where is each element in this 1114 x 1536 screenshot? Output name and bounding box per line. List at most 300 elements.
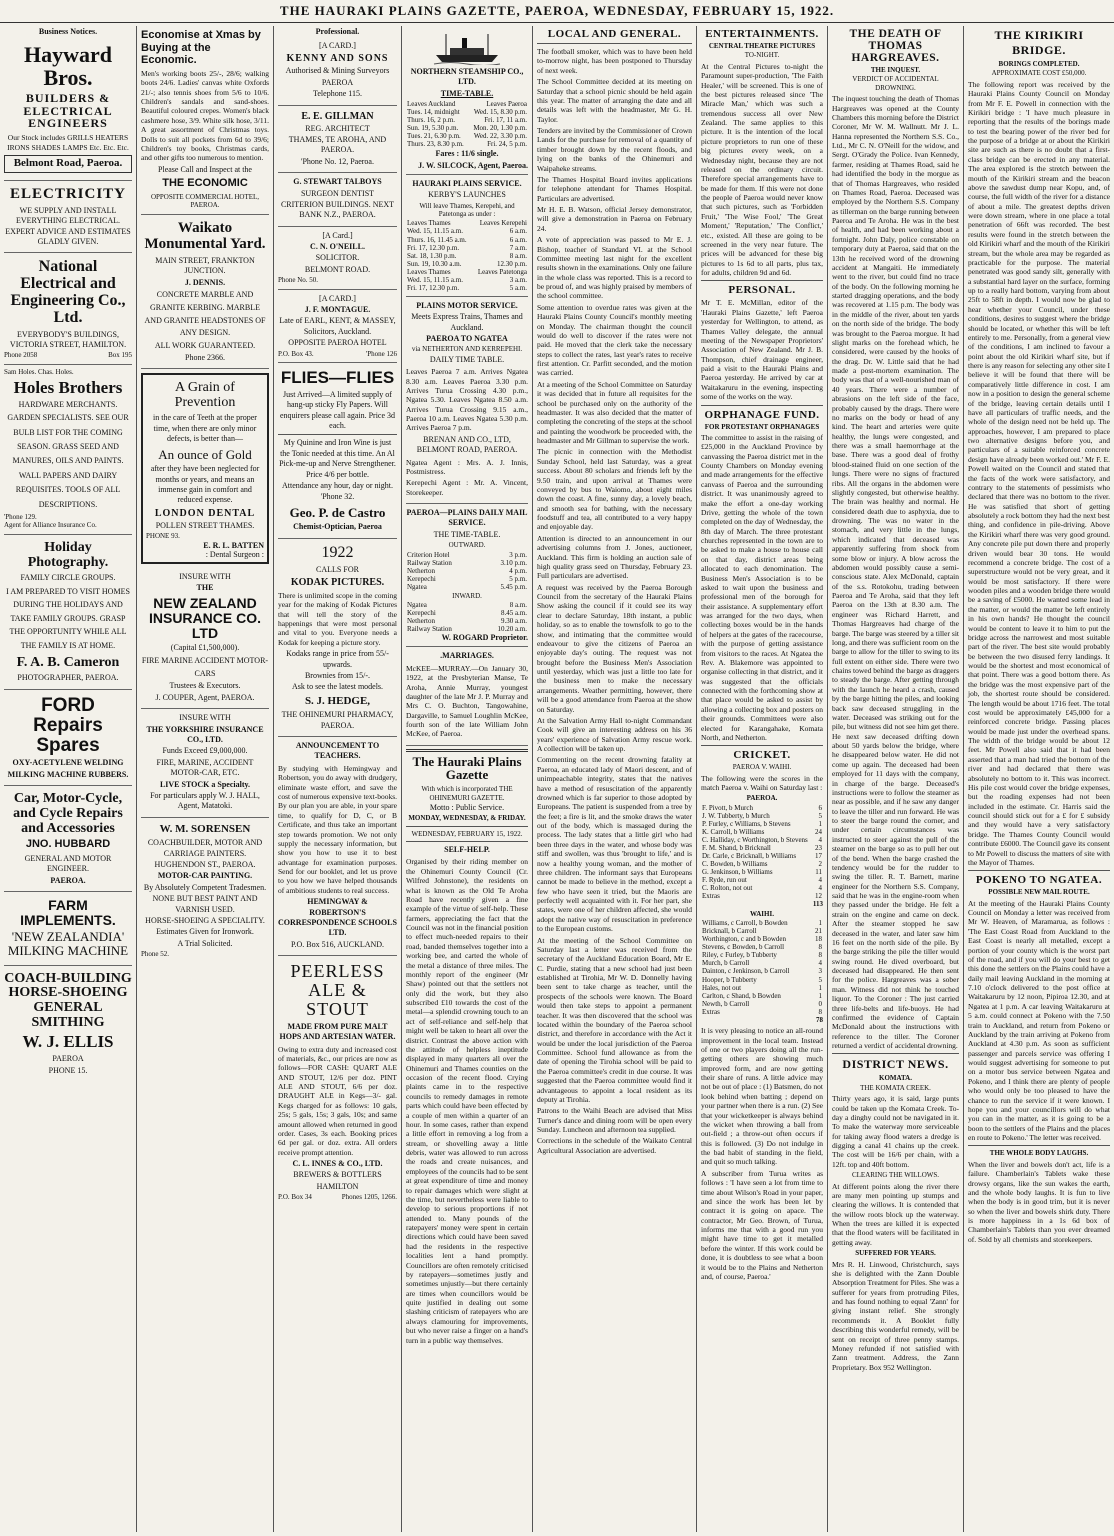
table-row xyxy=(406,236,528,244)
ad-cycle-repairs xyxy=(4,786,132,892)
ngatea-via: via NETHERTON AND KERREPEHI. xyxy=(411,345,523,354)
ngatea-agent: Ngatea Agent : Mrs. A. J. Innis, Postmistress. xyxy=(406,457,528,476)
piles-body: Mrs R. H. Linwood, Christchurch, says she is delighted with the Zann Double Absorption Treatment for Piles. She was a sufferer for years from protruding Piles, and has found nothing to equal 'Zann' for giving instant relief. She strongly recommends it. A Booklet fully describing this wonderful remedy, will be sent on receipt of three penny stamps. Money refunded if not satisfied with Zann treatment. Address, the Zann Proprietary. Box 952 Wellington. xyxy=(832,1259,959,1372)
peerless-sub: MADE FROM PURE MALT HOPS AND ARTESIAN WATER. xyxy=(279,1021,396,1042)
cell: 3 p.m. xyxy=(509,550,527,559)
batsman: G. Jenkinson, b Williams xyxy=(702,868,773,877)
hedge-trade: THE OHINEMURI PHARMACY, PAEROA. xyxy=(281,710,394,730)
ad-economic xyxy=(141,26,269,215)
cricket-sub: PAEROA V. WAIHI. xyxy=(732,763,792,772)
yorkshire-stock: LIVE STOCK a Specialty. xyxy=(159,779,251,789)
mail-prop: W. ROGARD Proprietor. xyxy=(441,633,528,643)
cell: 5.45 p.m. xyxy=(500,582,527,591)
motor-body: Meets Express Trains, Thames and Auckland. xyxy=(411,312,523,332)
score-row xyxy=(701,992,823,1000)
batsman: F. Ryde, run out xyxy=(702,876,747,885)
yorkshire-name: THE YORKSHIRE INSURANCE CO., LTD. xyxy=(146,724,264,744)
ngatea-daily: DAILY TIME TABLE. xyxy=(429,354,505,364)
column-kirikiri xyxy=(964,26,1114,1532)
paeroa-team: PAEROA. xyxy=(746,794,778,803)
cell: Ngatea xyxy=(407,601,427,610)
news-paragraph: Tenders are invited by the Commissioner of Crown Lands for the purchase for removal of a quantity of timber brought down by the recent floods, and lying on the banks of the Ohinemuri and Waipaheke streams. xyxy=(537,126,692,173)
kodak-body: There is unlimited scope in the coming year for the making of Kodak Pictures that will tell the story of the happenings that were most personal and vital to you. Everyone needs a Kodak for keeping a picture story. xyxy=(278,590,397,647)
batsman: J. W. Tubberty, b Murch xyxy=(702,811,770,820)
grain-lead: in the care of Teeth at the proper time, when there are only minor defects, is better than— xyxy=(153,413,257,444)
hubbard-trade: GENERAL AND MOTOR ENGINEER. xyxy=(24,853,112,874)
cell: 7 a.m. xyxy=(509,243,527,252)
gazette-title: The Hauraki Plains Gazette xyxy=(412,753,522,783)
score-row xyxy=(701,884,823,892)
divider xyxy=(701,405,823,406)
table-row xyxy=(406,567,528,575)
table-row xyxy=(406,132,528,140)
runs: 1 xyxy=(818,919,822,928)
kenny-phone: Telephone 115. xyxy=(313,89,362,99)
sorensen-by: By Absolutely Competent Tradesmen. xyxy=(143,882,267,892)
cell: Fri. 17, 12.30 p.m. xyxy=(407,283,460,292)
sorensen-none: NONE BUT BEST PAINT AND VARNISH USED. xyxy=(152,894,258,914)
nzi-name: NEW ZEALAND INSURANCE CO. LTD xyxy=(148,595,261,641)
table-row xyxy=(406,559,528,567)
castro-name: Geo. P. de Castro xyxy=(289,504,386,520)
orphanage-sub: FOR PROTESTANT ORPHANAGES xyxy=(704,422,820,431)
kodak-title: KODAK PICTURES. xyxy=(290,576,385,588)
subscriber-letter: A subscriber from Turua writes as follows : 'I have seen a lot from time to time about Wilson's Road in your paper, and since the work has been let by contract it is going on apace. The contractor, Mr Geo. Brown, of Turua, informs me that with a good run you might have time to get it metalled before the winter. If this work could be done, it is doubtless to see what a boon it would be to the Plains and Netherton and, of course, Paeroa.' xyxy=(701,1168,823,1281)
cell: Fri. 17, 12.30 p.m. xyxy=(407,243,460,252)
holes-phone: 'Phone 129. xyxy=(4,513,37,522)
cell: 9.30 a.m. xyxy=(500,617,527,626)
table-row xyxy=(406,601,528,609)
score-row xyxy=(701,804,823,812)
ad-peerless xyxy=(278,956,397,1206)
ellis-phone: PHONE 15. xyxy=(48,1065,88,1075)
komata-creek-body: Thirty years ago, it is said, large punts could be taken up the Komata Creek. To-day a dinghy could not be navigated in it. To make the waterway more serviceable for taking away flood waters a dredge is digging a canal 41 chains up the creek. The cost will be 16/6 per chain, with a 12ft. top and 40ft bottom. xyxy=(832,1094,959,1169)
divider xyxy=(701,745,823,746)
batsman: P. Furley, c Williams, b Stevens xyxy=(702,819,791,828)
news-paragraph: A request was received by the Paeroa Borough Council from the secretary of the Hauraki Plains Show asking the council if it could see its way clear to declare Saturday, 18th instant, a public holiday, so as to enable the townsfolk to go to the show, and intimating that the committee would endeavour to give the citizens of Paeroa an enjoyable day's outing. The request was not brought before the Business Men's Association until yesterday, which was just a little too late for the business men to make the necessary arrangements. Weather permitting, however, there will be a good attendance from Paeroa at the show on Saturday. xyxy=(537,582,692,714)
holes-title: Holes Brothers xyxy=(13,378,123,398)
waikato-guarantee: ALL WORK GUARANTEED. xyxy=(154,341,256,351)
cell: Mon. 20, 1.30 p.m. xyxy=(473,124,527,133)
kerby-sub: KERBY'S LAUNCHES xyxy=(428,190,506,200)
teachers-firm: HEMINGWAY & ROBERTSON'S CORRESPONDENCE SCHOOLS LTD. xyxy=(278,897,397,938)
cell: 8.45 a.m. xyxy=(500,609,527,618)
score-row xyxy=(701,959,823,967)
ad-yorkshire xyxy=(141,709,269,818)
sorensen-street: HUGHENDON ST., PAEROA. xyxy=(154,860,256,870)
national-box: Box 195 xyxy=(108,351,132,360)
news-paragraph: Some attention to overdue rates was given at the Hauraki Plains County Council's monthly meeting on Monday. The chairman thought the council would do well to discover if the rates were not paid. He moved that the clerk take the necessary steps to collect the rates, last year's rates to receive first attention. Cr. Parfitt seconded, and the motion was carried. xyxy=(537,302,692,378)
batsman: Extras xyxy=(702,1007,720,1016)
ad-plains-motor xyxy=(406,297,528,504)
news-paragraph: The School Committee decided at its meeting on Saturday that a school picnic should be held again this year. The matter of arranging the date and all details was left with the headmaster, Mr G. H. Taylor. xyxy=(537,77,692,124)
table-row xyxy=(406,609,528,617)
score-row xyxy=(701,976,823,984)
section-heading: Business Notices. xyxy=(38,27,98,36)
marriages xyxy=(406,647,528,745)
score-row xyxy=(701,951,823,959)
oneill-street: BELMONT ROAD. xyxy=(304,264,371,274)
oneill-name: C. N. O'NEILL. xyxy=(310,242,365,252)
divider xyxy=(968,1145,1110,1146)
willows-title: CLEARING THE WILLOWS. xyxy=(851,1171,940,1180)
montague-card: [A CARD.] xyxy=(319,293,356,303)
nzi-lead: INSURE WITH xyxy=(179,571,231,581)
grain-title: A Grain of Prevention xyxy=(174,380,236,410)
laugh-title: THE WHOLE BODY LAUGHS. xyxy=(989,1149,1089,1158)
piles-title: SUFFERED FOR YEARS. xyxy=(855,1249,936,1258)
divider xyxy=(537,43,692,44)
cell: Criterion Hotel xyxy=(407,550,450,559)
personal-body: Mr T. E. McMillan, editor of the 'Hauraki Plains Gazette,' left Paeroa yesterday for Wellington, to attend, as Thames Valley delegate, the annual meeting of the Newspaper Proprietors' Association of New Zealand. Mr J. B. Thompson, chief drainage engineer, paid a visit to the Hauraki Plains and Paeroa yesterday. He arrived by car at Waitakaruru in the evening, inspecting some of the works on the way. xyxy=(701,298,823,402)
ad-steamship xyxy=(406,26,528,175)
ad-sorensen xyxy=(141,818,269,963)
national-name: National Electrical and Engineering Co., Ltd. xyxy=(10,258,126,326)
holes-trade: HARDWARE MERCHANTS. xyxy=(18,399,118,409)
nzi-capital: (Capital £1,500,000). xyxy=(170,643,240,653)
mail-title: PAEROA—PLAINS DAILY MAIL SERVICE. xyxy=(406,508,528,528)
batsman: Williams, c Carroll, b Bowden xyxy=(702,919,788,928)
economic-name: THE ECONOMIC xyxy=(162,177,248,190)
table-row xyxy=(406,140,528,148)
kodak-year: 1922 xyxy=(321,543,354,561)
column-ads-2 xyxy=(137,26,274,1532)
score-row xyxy=(701,860,823,868)
steamship-fares: Fares : 11/6 single. xyxy=(435,149,499,159)
divider xyxy=(701,280,823,281)
column-entertainments xyxy=(697,26,828,1532)
batsman: C. Halliday, c Worthington, b Stevens xyxy=(702,836,808,845)
waihi-team: WAIHI. xyxy=(750,909,774,918)
batsman: Murch, b Carroll xyxy=(702,959,750,968)
table-row xyxy=(406,617,528,625)
grain-firm: LONDON DENTAL xyxy=(154,507,256,519)
batsman: Hales, not out xyxy=(702,983,742,992)
cell: Thurs. 16, 11.45 a.m. xyxy=(407,235,467,244)
paeroa-scorecard xyxy=(701,804,823,901)
batsman: Dainton, c Jenkinson, b Carroll xyxy=(702,967,790,976)
runs: 11 xyxy=(815,868,822,877)
table-row xyxy=(406,227,528,235)
cricket-lead: The following were the scores in the match Paeroa v. Waihi on Saturday last : xyxy=(701,773,823,793)
cell: Netherton xyxy=(407,566,435,575)
column-hargreaves xyxy=(828,26,964,1532)
teachers-box: P.O. Box 516, AUCKLAND. xyxy=(290,939,385,949)
cell: 10.20 a.m. xyxy=(497,625,527,634)
waihi-scorecard xyxy=(701,919,823,1016)
table-row xyxy=(406,116,528,124)
teachers-title: ANNOUNCEMENT TO TEACHERS. xyxy=(295,741,380,761)
cell: Sat. 18, 1.30 p.m. xyxy=(407,251,457,260)
ad-waikato-monumental xyxy=(141,215,269,369)
montague-opp: OPPOSITE PAEROA HOTEL xyxy=(288,338,387,348)
cell: Wed. 15, 11.15 a.m. xyxy=(407,227,463,236)
marriages-body: McKEE—MURRAY.—On January 30, 1922, at the Presbyterian Manse, Te Aroha, Annie Murray, youngest daughter of the late Mr J. P. Murray and Mrs C. O. Buchton, Tangowahine, Dargaville, to Samuel Loughlin McKee, fourth son of the late William John McKee, of Paeroa. xyxy=(406,663,528,739)
runs: 8 xyxy=(818,951,822,960)
flies-title: FLIES—FLIES xyxy=(280,367,395,387)
cell: Railway Station xyxy=(407,625,452,634)
cell: 6 a.m. xyxy=(509,227,527,236)
komata-sub: KOMATA. xyxy=(879,1074,912,1083)
cell: 12.30 p.m. xyxy=(497,259,527,268)
gillman-name: E. E. GILLMAN xyxy=(301,110,374,122)
runs: 24 xyxy=(815,827,822,836)
batsman: C. Rolton, not out xyxy=(702,884,753,893)
talboys-address: CRITERION BUILDINGS. NEXT BANK N.Z., PAEROA. xyxy=(280,199,395,220)
gazette-motto: Motto : Public Service. xyxy=(429,802,505,812)
cell: Sun. 19, 10.30 a.m. xyxy=(407,259,462,268)
news-paragraph: At the Salvation Army Hall to-night Commandant Cook will give an interesting address on his 36 years' experience of Salvation Army rescue work. A collection will be taken up. xyxy=(537,715,692,753)
peerless-town: HAMILTON xyxy=(316,1181,359,1191)
nzi-trustees: Trustees & Executors. xyxy=(169,681,241,691)
xmas-call: Please Call and Inspect at the xyxy=(158,164,252,174)
grain-surgeon: : Dental Surgeon : xyxy=(205,549,264,559)
yorkshire-funds: Funds Exceed £9,000,000. xyxy=(162,746,248,756)
score-row xyxy=(701,927,823,935)
steamship-name: NORTHERN STEAMSHIP CO., LTD. xyxy=(410,67,524,87)
score-row xyxy=(701,876,823,884)
score-row xyxy=(701,828,823,836)
entertainments-title: ENTERTAINMENTS. xyxy=(705,28,819,40)
entertainments-sub: CENTRAL THEATRE PICTURES xyxy=(708,42,816,50)
steamship-table-title: TIME-TABLE. xyxy=(440,88,494,98)
cell: Wed. 15, 11.15 a.m. xyxy=(407,275,463,284)
inquest-body: The inquest touching the death of Thomas Hargreaves was opened at the County Chambers this morning before the District Coroner, Mr W. M. Wallnutt. Mr J. L. Hanna represented the Northern S.S. Co., Ltd., Mr C. N. O'Neill for the widow, and Sergt. O'Grady the Police. Ivan Kennedy, farmer, residing at Thames Road, said he had identified the body in the morgue as that of Thomas Hargreaves, who resided on Thames Road, Paeroa. Deceased was employed by the Northern S.S. Company as tillerman on the barge running between Paeroa and Te Aroha. He was in the best of health, and had been working about a fortnight. John Daly, police constable on temporary duty at Paeroa, said that on the 13th he received word of the drowning accident at Mangaiti. He immediately went to the river, but could find no trace of the body. On the following morning he started dragging operations, and the body was recovered at 1.15 p.m. The body was in the middle of the river, about ten yards on the north side of the bridge. The body was brought to the Paeroa morgue. It had slight marks on the forehead which, he considered, were caused by the hooks of the drag. Dr. W. Little said that he had made a post-mortem examination. The body was that of a well-nourished man of 40 years. There were a number of abrasions on the left side of the face, probably caused by the drags. There were no marks on the body or head of any kind. The heart and arteries were quite healthy, the lungs were congested, and there was a small haemorrhage at the base. There was a good deal of frothy blood-stained fluid on one section of the lungs. There were no signs of fractured ribs. All the organs in the abdomen were slightly congested, but otherwise healthy. The brain was healthy and normal. He considered death due to asphyxia, due to drowning. The was no water in the stomach, and very little in the lungs, which indicated that deceased was apparently suffering from shock from some blow or injury. A blow across the abdomen would possibly cause a semi-conscious state. Alex McDonald, captain of the s.s. Rotokohu, trading between Paeroa and Te Aroha, said that they left Paeroa on the 13th at 8.30 a.m. The engineer was Richard Harrett, and Thomas Hargreaves had charge of the barge. The barge was steered by a tiller sit long, and there was sufficient room on the barge to allow for the tiller to swing to its full extent on either side. There were two chains towed behind the barge as draggers to steady the barge. After getting through with the launch he heard a crash, caused by the barge hitting the piles, and looking back saw deceased struggling in the water. Deceased was striking out for the pile, but witness did not see him get there. He next saw deceased drifting down about 50 yards below the bridge, where he disappeared below water. He did not come up again. The deceased had been employed for 11 days with the company, in charge of the barge. Deceased's instructions were to follow the steamer as near as possible, and if he saw any danger to leave the tiller and run forward. He was to steer the barge round the corner, and under certain circumstances was instructed to steer against the pull of the steamer on the barge so as to pull her out of the bend. When the barge crashed the tendency would be for the rudder to swing the tiller. R. T. Barnett, marine engineer for the Northern S.S. Company, said that he was in the engine-room when they passed under the bridge. He felt a strain on the engine and came on deck. After the steamer stopped he saw deceased in the water, and later saw him 16 feet on the north side of the pile. By the barge striking the pile the tiller would swing round. He dived overboard, but deceased had disappeared. He then sent for the police. Hargreaves was a sober man. Witness did not think he touched liquor. To the Coroner : The just carried three life-belts and life-buoys. He had confirmed the evidence of Captain McDonald about the instructions with reference to the tiller. The Coroner returned a verdict of accidental drowning. xyxy=(832,94,959,1051)
ad-nz-insurance xyxy=(141,568,269,710)
batsman: Newth, b Carroll xyxy=(702,999,750,1008)
runs: 17 xyxy=(815,852,822,861)
kenny-trade: Authorised & Mining Surveyors xyxy=(285,66,390,76)
cell: Leaves Thames xyxy=(407,219,451,228)
runs: 4 xyxy=(818,836,822,845)
ad-ellis xyxy=(4,966,132,1081)
runs: 8 xyxy=(818,1007,822,1016)
news-paragraph: The picnic in connection with the Methodist Sunday School, held last Saturday, was a great success. About 80 scholars and friends left by the 9.50 train, and upon arrival at Thames were conveyed by bus to Waiomo, about eight miles down the coast. A fine, sunny day, a lovely beach, and smooth sea for bathing, with the necessary foodstuff and tea, all contributed to a very happy and enjoyable day. xyxy=(537,447,692,532)
grain-body: after they have been neglected for months or years, and means an immense gain in comfort and reduced expense. xyxy=(150,464,260,505)
batsman: Riley, c Furley, b Tubberty xyxy=(702,951,777,960)
sorensen-phone: Phone 52. xyxy=(141,950,169,959)
cell: Netherton xyxy=(407,617,435,626)
runs: 5 xyxy=(818,975,822,984)
ad-teachers xyxy=(278,737,397,956)
score-row xyxy=(701,812,823,820)
oneill-phone: Phone No. 50. xyxy=(278,276,319,285)
laugh-body: When the liver and bowels don't act, life is a failure. Chamberlain's Tablets wake these drowsy organs, like the sun wakes the earth, and the whole body laughs. It is fun to live when the body is in good trim, but it is never so when the liver and bowels shirk duty. There is more happiness in a 1s 6d box of Chamberlain's Tablets than you ever dreamed of. Sold by all chemists and storekeepers. xyxy=(968,1159,1110,1244)
score-row xyxy=(701,836,823,844)
gazette-masthead xyxy=(406,755,528,842)
xmas-body: Men's working boots 25/-, 28/6; walking boots 24/6. Ladies' canvas white Oxfords 21/-; also tennis shoes from 5/6 to 10/6. Children's sandals and sand-shoes. Beautiful coloured crepes. Women's black cashmere hose, 3/9. White silk hose, 3/11. A great assortment of Christmas toys. Dolls to suit all pockets from 6d to 39/6; Children's toy books, Christmas cards, and other gifts too numerous to mention. xyxy=(141,68,269,163)
ad-holes-brothers xyxy=(4,365,132,535)
waikato-title: Waikato Monumental Yard. xyxy=(144,220,266,253)
holes-agent: Agent for Alliance Insurance Co. xyxy=(4,521,97,530)
kodak-range: Kodaks range in price from 55/- upwards. xyxy=(286,649,389,669)
peerless-trade: BREWERS & BOTTLERS xyxy=(293,1170,382,1180)
kodak-ask: Ask to see the latest models. xyxy=(291,682,384,692)
divider xyxy=(968,870,1110,871)
runs: 23 xyxy=(815,844,822,853)
card-gillman xyxy=(278,106,397,174)
farm-sub: 'NEW ZEALANDIA' MILKING MACHINE xyxy=(7,929,129,959)
batsman: C. Bowden, b Williams xyxy=(702,860,768,869)
orphanage-body: The committee to assist in the raising of £25,000 in the Auckland Province by canvassing the Paeroa district met in the County Chambers on Monday evening and made arrangements for the effective canvass of Paeroa and the surrounding district. It was unanimously agreed to make the effort a one-day working Drive, getting the whole of the town completed on the day of Wednesday, the 8th day of March. The three protestant churches represented in the town are to be asked to make a house to house call on that day, district areas being allocated to each denomination. The Business Men's Association is to be asked to wait upon the business and professional men of the borough for their assistance. A supplementary effort was arranged for the two days, when collecting boxes would be in the hands of helpers at the gates of the racecourse, with the purpose of getting assistance from visitors to the races. At Ngatea the Rev. A. Blakemore was appointed to organise collecting in that district, and it was suggested that the officials connected with the forthcoming show at that place would be asked to assist by allowing a collecting box and posters on their grounds. Committees were also elected for Karangahake, Komata North, and Netherton. xyxy=(701,432,823,742)
holes-body: GARDEN SPECIALISTS. SEE OUR BULB LIST FOR THE COMING SEASON. GRASS SEED AND MANURES, OILS AND PAINTS. WALL PAPERS AND DAIRY REQUISITES. TOOLS OF ALL DESCRIPTIONS. xyxy=(7,413,129,509)
mail-inward-table xyxy=(406,601,528,633)
peerless-contact xyxy=(278,1193,397,1201)
masthead: THE HAURAKI PLAINS GAZETTE, PAEROA, WEDNESDAY, FEBRUARY 15, 1922. xyxy=(0,0,1114,23)
cell: Fri. 17, 11 a.m. xyxy=(484,116,527,125)
ngatea-title: PAEROA TO NGATEA xyxy=(426,334,508,343)
montague-box: P.O. Box 43. xyxy=(278,349,314,358)
score-row xyxy=(701,892,823,900)
ngatea-kere: Kerepechi Agent : Mr. A. Vincent, Storekeeper. xyxy=(406,478,528,497)
cell: 6 a.m. xyxy=(509,235,527,244)
grain-phone: PHONE 93. xyxy=(146,532,180,541)
hubbard-town: PAEROA. xyxy=(50,875,86,885)
news-paragraph: The Thames Hospital Board invites applications for telephone attendant for Thames Hospital. Particulars are advertised. xyxy=(537,174,692,203)
cycle-title: Car, Motor-Cycle, and Cycle Repairs and Accessories xyxy=(13,791,123,836)
cell: Leaves Patetonga xyxy=(477,267,527,276)
runs: 12 xyxy=(815,892,822,901)
peerless-body: Owing to extra duty and increased cost of materials, &c., our prices are now as follows—FOR CASH: QUART ALE AND STOUT, 12/6 per doz. PINT ALE AND STOUT, 6/6 per doz. DRAUGHT ALE in Kegs—3/- gal. Kegs charged for as follows: 10 gals, 25s; 5 gals, 15s; 3 gals, 10s; and same amount allowed when returned in good order. Cases, 3s each. Booking prices 6d per gal. or doz. extra. All orders receive prompt attention. xyxy=(278,1044,397,1157)
cell: Thurs. 16, 2 p.m. xyxy=(407,116,456,125)
district-news-title: DISTRICT NEWS. xyxy=(842,1057,949,1072)
batsman: Stevens, c Bowden, b Carroll xyxy=(702,943,785,952)
gillman-trade: REG. ARCHITECT xyxy=(305,123,370,133)
sorensen-name: W. M. SORENSEN xyxy=(159,822,251,835)
batsman: Hooper, b Tubberty xyxy=(702,975,757,984)
news-paragraph: At a meeting of the School Committee on Saturday it was decided that in future all requisites for the school be purchased only on the authority of the headmaster. It was also decided that the matter of completing the concreting of the steps at the school and painting the woodwork be proceeded with, the headmaster and Mr Gillman to supervise the work. xyxy=(537,379,692,445)
score-row xyxy=(701,1000,823,1008)
ad-national-electrical xyxy=(4,253,132,364)
grain-ounce: An ounce of Gold xyxy=(158,446,252,462)
ford-rubbers: MILKING MACHINE RUBBERS. xyxy=(7,769,129,779)
divider xyxy=(278,434,397,435)
ad-flies xyxy=(278,363,397,539)
ellis-town: PAEROA xyxy=(52,1054,84,1064)
sorensen-est: Estimates Given for Ironwork. xyxy=(156,927,254,937)
waikato-owner: J. DENNIS. xyxy=(184,277,226,287)
pokeno-sub: POSSIBLE NEW MAIL ROUTE. xyxy=(988,888,1090,897)
sorensen-motor: MOTOR-CAR PAINTING. xyxy=(157,871,253,881)
news-paragraph: Corrections in the schedule of the Waikato Central Agricultural Association are advertised. xyxy=(537,1136,692,1155)
farm-title: FARM IMPLEMENTS. xyxy=(20,897,116,928)
score-row xyxy=(701,1008,823,1016)
komata-creek-title: THE KOMATA CREEK. xyxy=(860,1083,931,1092)
runs: 4 xyxy=(818,884,822,893)
news-paragraph: Patrons to the Waihi Beach are advised that Miss Turner's dance and dining room will be open every Sunday. Luncheon and afternoon tea supplied. xyxy=(537,1106,692,1134)
sorensen-horse: HORSE-SHOEING A SPECIALITY. xyxy=(145,915,265,925)
kenny-name: KENNY AND SONS xyxy=(286,53,389,65)
marriages-title: .MARRIAGES. xyxy=(440,651,494,661)
kirikiri-borings: BORINGS COMPLETED. xyxy=(998,60,1080,68)
column-timetables xyxy=(402,26,533,1532)
nzi-the: THE xyxy=(196,582,214,592)
peerless-title: PEERLESS ALE & STOUT xyxy=(290,961,385,1019)
cell: Kerepechi xyxy=(407,609,436,618)
cell: 8 a.m. xyxy=(509,251,527,260)
ad-kerby-launches xyxy=(406,175,528,297)
runs: 8 xyxy=(818,943,822,952)
gillman-phone: 'Phone No. 12, Paeroa. xyxy=(301,156,374,166)
cell: Fri. 24, 5 p.m. xyxy=(487,140,527,149)
economic-address: OPPOSITE COMMERCIAL HOTEL, PAEROA. xyxy=(150,192,260,209)
kodak-calls: CALLS FOR xyxy=(316,564,359,574)
quinine-body: My Quinine and Iron Wine is just the Tonic needed at this time. An Al Pick-me-up and Nerve Strengthener. Price 4/6 per bottle. xyxy=(279,438,396,479)
yorkshire-types: FIRE, MARINE, ACCIDENT MOTOR-CAR, ETC. xyxy=(156,757,254,778)
batsman: Worthington, c and b Bowden xyxy=(702,935,787,944)
ad-holiday-photography xyxy=(4,535,132,690)
cell: Wed. 22, 3.30 p.m. xyxy=(473,132,527,141)
kerby-timetable xyxy=(406,219,528,291)
quinine-phone: 'Phone 32. xyxy=(320,492,355,502)
national-contact xyxy=(4,351,132,359)
runs: 18 xyxy=(815,935,822,944)
hayward-stock: Our Stock includes GRILLS HEATERS IRONS SHADES LAMPS Etc. Etc. Etc. xyxy=(7,132,129,152)
batsman: Dr. Carle, c Bricknall, b Williams xyxy=(702,852,797,861)
score-row xyxy=(701,820,823,828)
montague-phone: 'Phone 126 xyxy=(365,349,397,358)
table-row xyxy=(406,268,528,276)
holiday-sub: FAMILY CIRCLE GROUPS. xyxy=(20,573,116,583)
ad-ford xyxy=(4,690,132,787)
table-row xyxy=(406,252,528,260)
kirikiri-cost: APPROXIMATE COST £50,000. xyxy=(991,69,1087,78)
runs: 0 xyxy=(818,999,822,1008)
table-row xyxy=(406,284,528,292)
mail-outward: OUTWARD. xyxy=(448,541,486,550)
runs: 3 xyxy=(818,967,822,976)
yorkshire-lead: INSURE WITH xyxy=(179,713,231,723)
gazette-date: WEDNESDAY, FEBRUARY 15, 1922. xyxy=(411,829,523,838)
runs: 6 xyxy=(818,803,822,812)
cell: Tues. 21, 6.30 p.m. xyxy=(407,132,461,141)
mail-table-title: THE TIME-TABLE. xyxy=(433,529,501,539)
ford-title: FORD Repairs Spares xyxy=(33,694,103,756)
kirikiri-body: The following report was received by the Hauraki Plains County Council on Monday from Mr F. E. Powell in connection with the Kirikiri bridge : 'I have much pleasure in reporting that the results of the borings made to test the bearing power of the river bed for the purpose of a bridge at or about the Kirikiri site are such as there is no doubt that a first-class bridge can be erected in any material. The area explored is the stretch between the mouth of the Kirikiri stream and the beacon above the sawdust dump near Kopu, and, of course, the full width of the river for a distance of about a mile. The greatest depths driven were down stream, where in one place a total penetration of 66ft was recorded. The best results were found in the stretch between the old Kirikiri wharf and the mouth of the Kirikiri stream, but the whole area may be regarded as practicable for the purpose. The material penetrated was good sandy silt, generally with a substantial hard layer on the surface, forming up to a really hard bottom, varying from about 25ft to 58ft in depth. I would now be glad to hear whether your Council, under these conditions, desires to suggest where the bridge should be located, or whether this will be left entirely to me. Personally, from a general view of the conditions, I am inclined to favour a point about the old Kirikiri wharf site, but if there is any reason for selecting any other site I believe it will be found that there will be comparatively little difference in cost. I am now in a position to design the general scheme of the bridge, leaving certain details until I have all particulars of traffic needs, and the whole of the design need not be held up. The approaches, however, I am prepared to place two alternative designs before you, and particulars of a suitable reinforced concrete design have already been worked out.' Mr F. E. Powell waited on the Council and stated that the facts of the work were satisfactory, and contrary to the statements of pessimists who declared that there was no bottom to the river. He was satisfied that short of getting absolutely a rock bottom they had the next best thing, and confidence in pile-driving. Above the Kirikiri wharf there was very good ground. Any concrete pile put down there and properly driven would bear 30 tons. He would recommend a concrete bridge. The cost of a superstructure would not be very great, and it would be most satisfactory. If there were wooden piles and a wooden bridge there would be a saving of £5000. He wanted some lead in the matter, or would the matter be left entirely in his own hands? He thought the council would be content to leave it to him to put the bridge across the narrowest and most suitable part of the river. The best site would probably be between the two disused ferry landings. It would be the shortest and most economical of that point. There was a good bottom there. As the bridge was the most expensive part of the job, the shortest route should be considered. The length would be about 1716 feet. The total cost would be approximately £45,000 for a reinforced concrete bridge. Passing places would be made just under the overhead spans. The width of the bridge would be about 12 feet. Mr Powell also said that it had been asserted that a man had tried the bottom of the river and had declared that there was absolutely no bottom to it. This was incorrect. His pile cost would cover the bridge expenses, but the roading expenses had not been included in the estimate. Cr. Harris said the council should stick out for a £ for £ subsidy and they would have a very satisfactory bridge. The Thames County Council would contribute £6000. The Council gave its consent to Mr Powell to discuss the matters of site with the Mayor of Thames. xyxy=(968,79,1110,867)
card-kenny xyxy=(278,37,397,106)
table-row xyxy=(406,260,528,268)
montague-contact xyxy=(278,350,397,358)
cell: Leaves Kerepehi xyxy=(479,219,527,228)
motor-title: PLAINS MOTOR SERVICE. xyxy=(416,300,518,310)
grain-batten: E. R. L. BATTEN xyxy=(203,540,264,550)
card-talboys xyxy=(278,173,397,227)
steamship-timetable xyxy=(406,100,528,148)
steamship-agent: J. W. SILCOCK, Agent, Paeroa. xyxy=(418,160,528,170)
ngatea-rows: Leaves Paeroa 7 a.m. Arrives Ngatea 8.30 a.m. Leaves Paeroa 3.30 p.m. Arrives Turua Crossing 4.30 p.m., Ngatea 5.30. Leaves Ngatea 8.50 a.m. Arrives Turua Crossing 9.15 a.m., Paeroa 10 a.m. Leaves Ngatea 5.30 p.m. Arrives Paeroa 7 p.m. xyxy=(406,367,528,433)
cell: Railway Station xyxy=(407,558,452,567)
kerby-title: HAURAKI PLAINS SERVICE. xyxy=(412,178,522,188)
electricity-title: ELECTRICITY xyxy=(9,186,127,203)
cameron-trade: PHOTOGRAPHER, PAEROA. xyxy=(17,673,119,683)
quinine-hours: Attendance any hour, day or night. xyxy=(282,480,393,490)
table-row xyxy=(406,551,528,559)
national-phone: Phone 2058 xyxy=(4,351,38,360)
table-row xyxy=(406,575,528,583)
holiday-title: Holiday Photography. xyxy=(27,539,109,570)
ad-farm-implements xyxy=(4,892,132,966)
montague-name: J. F. MONTAGUE. xyxy=(304,305,371,315)
nzi-agent: J. COUPER, Agent, PAEROA. xyxy=(155,692,255,702)
holiday-body: I AM PREPARED TO VISIT HOMES DURING THE HOLIDAYS AND TAKE FAMILY GROUPS. GRASP THE OPPORTUNITY WHILE ALL THE FAMILY IS AT HOME. xyxy=(6,586,130,650)
cell: 5 a.m. xyxy=(509,283,527,292)
inquest-sub: THE INQUEST. xyxy=(870,66,921,74)
cell: Leaves Thames xyxy=(407,267,451,276)
hargreaves-title: THE DEATH OF THOMAS HARGREAVES. xyxy=(849,28,942,64)
runs: 4 xyxy=(818,876,822,885)
ad-mail-service xyxy=(406,504,528,647)
score-row xyxy=(701,984,823,992)
